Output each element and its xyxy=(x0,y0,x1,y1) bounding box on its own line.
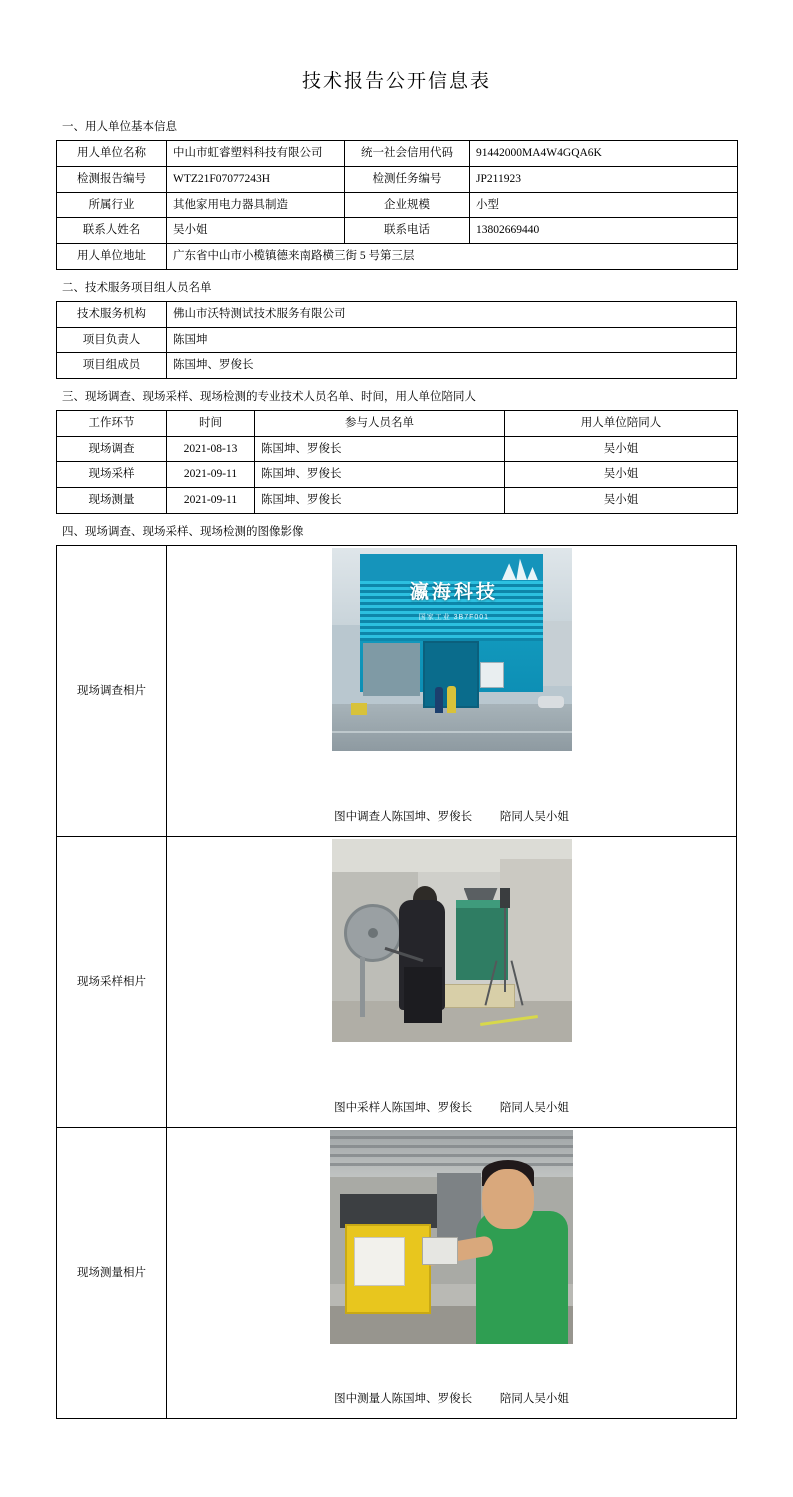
section-2-heading: 二、技术服务项目组人员名单 xyxy=(62,281,212,294)
cell-label: 用人单位名称 xyxy=(57,141,167,167)
photo-caption-sub: 陪同人吴小姐 xyxy=(499,1102,569,1115)
photo-caption xyxy=(167,1385,736,1418)
cell-value: 小型 xyxy=(470,192,738,218)
cell-value: 佛山市沃特测试技术服务有限公司 xyxy=(167,301,737,327)
section-1-heading: 一、用人单位基本信息 xyxy=(62,121,177,133)
cell-label: 联系电话 xyxy=(345,218,470,244)
schedule-table xyxy=(56,410,738,514)
fan-icon xyxy=(344,904,402,962)
table-row-address xyxy=(57,243,738,269)
cell-label: 技术服务机构 xyxy=(57,301,167,327)
cell-accompanier: 吴小姐 xyxy=(505,488,738,514)
cell-date: 2021-09-11 xyxy=(167,488,255,514)
person-figure xyxy=(476,1211,568,1344)
cell-label: 联系人姓名 xyxy=(57,218,167,244)
section-4-heading: 四、现场调查、现场采样、现场检测的图像影像 xyxy=(62,525,304,538)
cell-stage: 现场调查 xyxy=(57,436,167,462)
cell-value: WTZ21F07077243H xyxy=(167,166,345,192)
cell-value: JP211923 xyxy=(470,166,738,192)
table-row xyxy=(57,436,738,462)
cell-label: 所属行业 xyxy=(57,192,167,218)
photo-row-measurement xyxy=(57,1128,737,1419)
table-row xyxy=(57,301,737,327)
cell-date: 2021-09-11 xyxy=(167,462,255,488)
photo-caption-main: 图中调查人陈国坤、罗俊长 xyxy=(334,811,473,824)
column-header: 参与人员名单 xyxy=(255,411,505,437)
cell-label: 项目组成员 xyxy=(57,353,167,379)
table-row xyxy=(57,488,738,514)
column-header: 用人单位陪同人 xyxy=(505,411,738,437)
cell-label: 检测任务编号 xyxy=(345,166,470,192)
cell-value: 广东省中山市小榄镇德来南路横三街 5 号第三层 xyxy=(167,243,738,269)
column-header: 时间 xyxy=(167,411,255,437)
cell-value: 吴小姐 xyxy=(167,218,345,244)
cell-value: 陈国坤、罗俊长 xyxy=(167,353,737,379)
page-title: 技术报告公开信息表 xyxy=(301,71,491,92)
building-sign-text: 瀛海科技 xyxy=(409,581,498,603)
table-row xyxy=(57,141,738,167)
table-header-row xyxy=(57,411,738,437)
cell-participants: 陈国坤、罗俊长 xyxy=(255,488,505,514)
cell-stage: 现场测量 xyxy=(57,488,167,514)
cell-value: 13802669440 xyxy=(470,218,738,244)
cell-accompanier: 吴小姐 xyxy=(505,462,738,488)
photo-caption-sub: 陪同人吴小姐 xyxy=(499,811,569,824)
table-row xyxy=(57,327,737,353)
cell-participants: 陈国坤、罗俊长 xyxy=(255,462,505,488)
photo-cell xyxy=(167,1128,737,1419)
table-row xyxy=(57,166,738,192)
cell-value: 陈国坤 xyxy=(167,327,737,353)
cell-label: 统一社会信用代码 xyxy=(345,141,470,167)
cell-label: 用人单位地址 xyxy=(57,243,167,269)
employer-info-table xyxy=(56,140,738,269)
machine-figure xyxy=(456,908,508,980)
photo-cell xyxy=(167,546,737,837)
cell-date: 2021-08-13 xyxy=(167,436,255,462)
person-figure xyxy=(447,686,456,713)
building-sign-subtext: 国家工业 3B7F001 xyxy=(418,614,490,622)
service-team-table xyxy=(56,301,737,379)
measurement-device xyxy=(422,1237,458,1265)
cell-value: 中山市虹睿塑料科技有限公司 xyxy=(167,141,345,167)
photo-label: 现场调查相片 xyxy=(57,546,167,837)
cell-label: 项目负责人 xyxy=(57,327,167,353)
on-site-sampling-photo xyxy=(332,839,572,1042)
cell-value: 其他家用电力器具制造 xyxy=(167,192,345,218)
photo-caption xyxy=(167,1094,736,1127)
cell-accompanier: 吴小姐 xyxy=(505,436,738,462)
table-row xyxy=(57,462,738,488)
photos-table xyxy=(56,545,737,1419)
table-row xyxy=(57,192,738,218)
section-3-heading: 三、现场调查、现场采样、现场检测的专业技术人员名单、时间，用人单位陪同人 xyxy=(62,390,476,403)
photo-caption-main: 图中测量人陈国坤、罗俊长 xyxy=(334,1393,473,1406)
photo-label: 现场测量相片 xyxy=(57,1128,167,1419)
cell-label: 检测报告编号 xyxy=(57,166,167,192)
table-row xyxy=(57,353,737,379)
photo-label: 现场采样相片 xyxy=(57,837,167,1128)
column-header: 工作环节 xyxy=(57,411,167,437)
table-row xyxy=(57,218,738,244)
cell-participants: 陈国坤、罗俊长 xyxy=(255,436,505,462)
cell-value: 91442000MA4W4GQA6K xyxy=(470,141,738,167)
photo-cell xyxy=(167,837,737,1128)
sampling-probe xyxy=(500,888,510,908)
photo-caption xyxy=(167,803,736,836)
cell-stage: 现场采样 xyxy=(57,462,167,488)
photo-caption-main: 图中采样人陈国坤、罗俊长 xyxy=(334,1102,473,1115)
photo-caption-sub: 陪同人吴小姐 xyxy=(499,1393,569,1406)
photo-row-sampling xyxy=(57,837,737,1128)
photo-row-survey xyxy=(57,546,737,837)
cell-label: 企业规模 xyxy=(345,192,470,218)
on-site-measurement-photo xyxy=(330,1130,573,1344)
person-figure xyxy=(435,687,443,713)
factory-exterior-photo xyxy=(332,548,572,751)
